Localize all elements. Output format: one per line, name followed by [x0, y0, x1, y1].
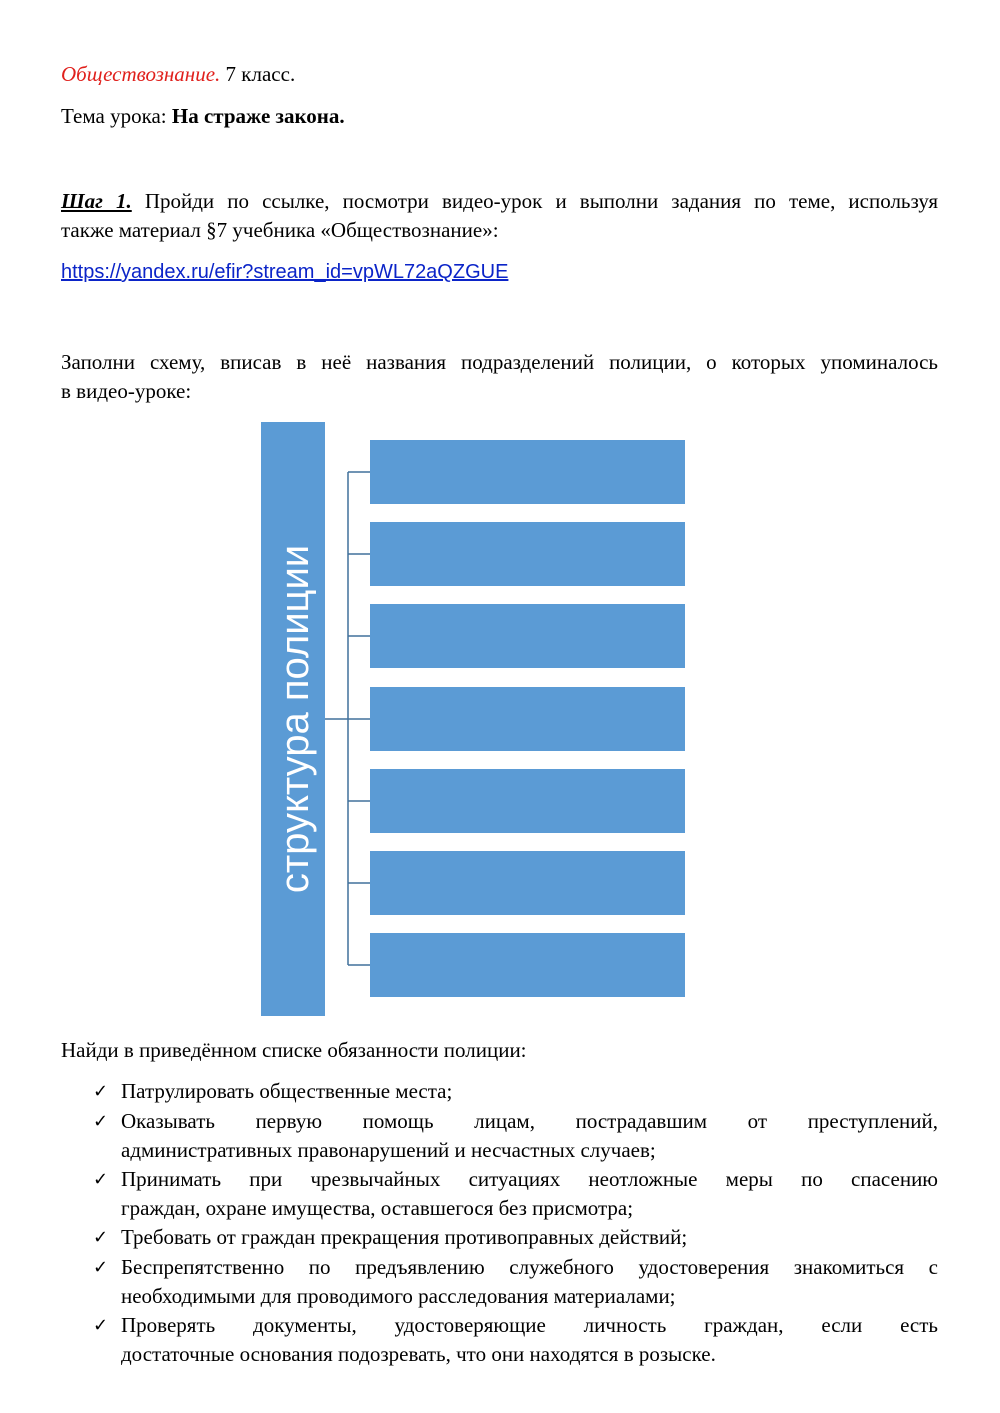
- grade-label: 7 класс.: [220, 62, 296, 86]
- checkmark-icon: ✓: [93, 1227, 109, 1248]
- step1-line2: также материал §7 учебника «Обществознание»:: [61, 218, 499, 242]
- topic-line: [61, 102, 345, 131]
- subject-name: Обществознание.: [61, 62, 221, 86]
- video-lesson-link[interactable]: https://yandex.ru/efir?stream_id=vpWL72aQZGUE: [61, 261, 509, 283]
- task1-line1: Заполни схему, вписав в неё названия подразделений полиции, о которых упоминалось: [61, 350, 938, 374]
- police-unit-box-1[interactable]: [370, 440, 685, 504]
- step1-label: Шаг 1.: [61, 189, 132, 213]
- police-unit-box-5[interactable]: [370, 769, 685, 833]
- police-unit-box-6[interactable]: [370, 851, 685, 915]
- police-unit-box-2[interactable]: [370, 522, 685, 586]
- checkmark-icon: ✓: [93, 1257, 109, 1278]
- topic-title: На страже закона.: [171, 104, 345, 128]
- police-unit-box-3[interactable]: [370, 604, 685, 668]
- task1-line2: в видео-уроке:: [61, 379, 192, 403]
- topic-label: Тема урока:: [61, 104, 172, 128]
- diagram-title: структура полиции: [273, 544, 317, 894]
- task2-intro: Найди в приведённом списке обязанности полиции:: [61, 1038, 527, 1062]
- step1-line1: Шаг 1. Пройди по ссылке, посмотри видео-урок и выполни задания по теме, используя: [61, 189, 938, 213]
- checkmark-icon: ✓: [93, 1081, 109, 1102]
- police-unit-box-7[interactable]: [370, 933, 685, 997]
- step1-paragraph: [61, 187, 938, 245]
- subject-line: [61, 60, 295, 89]
- checkmark-icon: ✓: [93, 1169, 109, 1190]
- checkmark-icon: ✓: [93, 1315, 109, 1336]
- checkmark-icon: ✓: [93, 1111, 109, 1132]
- task1-paragraph: [61, 348, 938, 406]
- police-unit-box-4[interactable]: [370, 687, 685, 751]
